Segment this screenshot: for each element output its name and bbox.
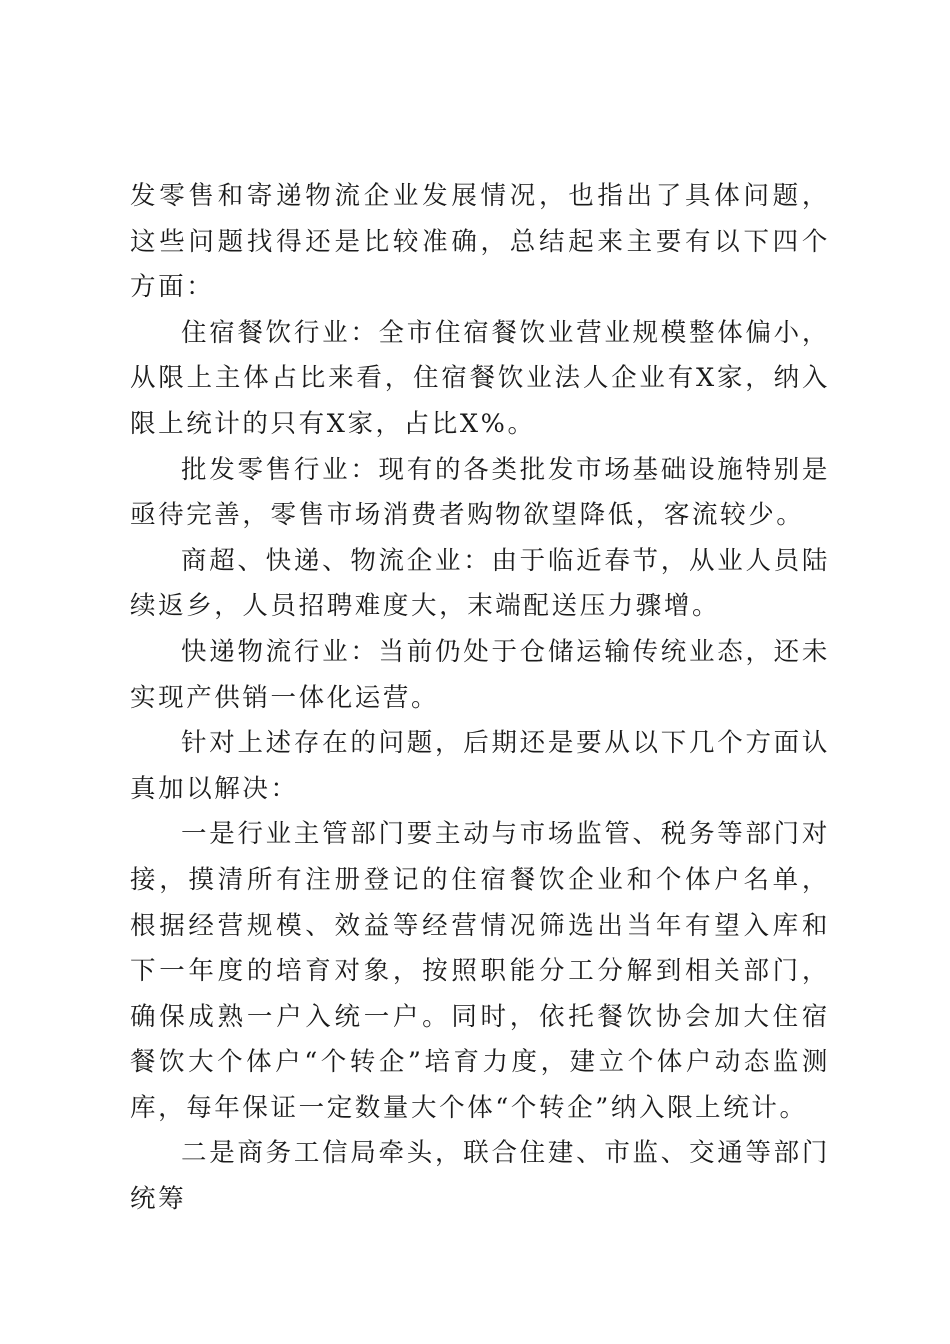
paragraph-wholesale-retail: 批发零售行业：现有的各类批发市场基础设施特别是亟待完善，零售市场消费者购物欲望降低，客流较少。 — [130, 454, 830, 531]
paragraph-continuation: 发零售和寄递物流企业发展情况，也指出了具体问题，这些问题找得还是比较准确，总结起来主要有以下四个方面： — [130, 181, 830, 303]
paragraph-measure-one: 一是行业主管部门要主动与市场监管、税务等部门对接，摸清所有注册登记的住宿餐饮企业和个体户名单，根据经营规模、效益等经营情况筛选出当年有望入库和下一年度的培育对象，按照职能分工分解到相关部门，确保成熟一户入统一户。同时，依托餐饮协会加大住宿餐饮大个体户“个转企”培育力度，建立个体户动态监测库，每年保证一定数量大个体“个转企”纳入限上统计。 — [130, 819, 830, 1123]
paragraph-express-logistics-industry: 快递物流行业：当前仍处于仓储运输传统业态，还未实现产供销一体化运营。 — [130, 636, 830, 713]
paragraph-supermarket-express-logistics: 商超、快递、物流企业：由于临近春节，从业人员陆续返乡，人员招聘难度大，末端配送压力骤增。 — [130, 545, 830, 622]
paragraph-accommodation-catering: 住宿餐饮行业：全市住宿餐饮业营业规模整体偏小，从限上主体占比来看，住宿餐饮业法人企业有X家，纳入限上统计的只有X家，占比X%。 — [130, 317, 830, 439]
paragraph-measure-two: 二是商务工信局牵头，联合住建、市监、交通等部门统筹 — [130, 1138, 830, 1215]
paragraph-solutions-intro: 针对上述存在的问题，后期还是要从以下几个方面认真加以解决： — [130, 728, 830, 804]
document-body — [130, 174, 830, 1223]
